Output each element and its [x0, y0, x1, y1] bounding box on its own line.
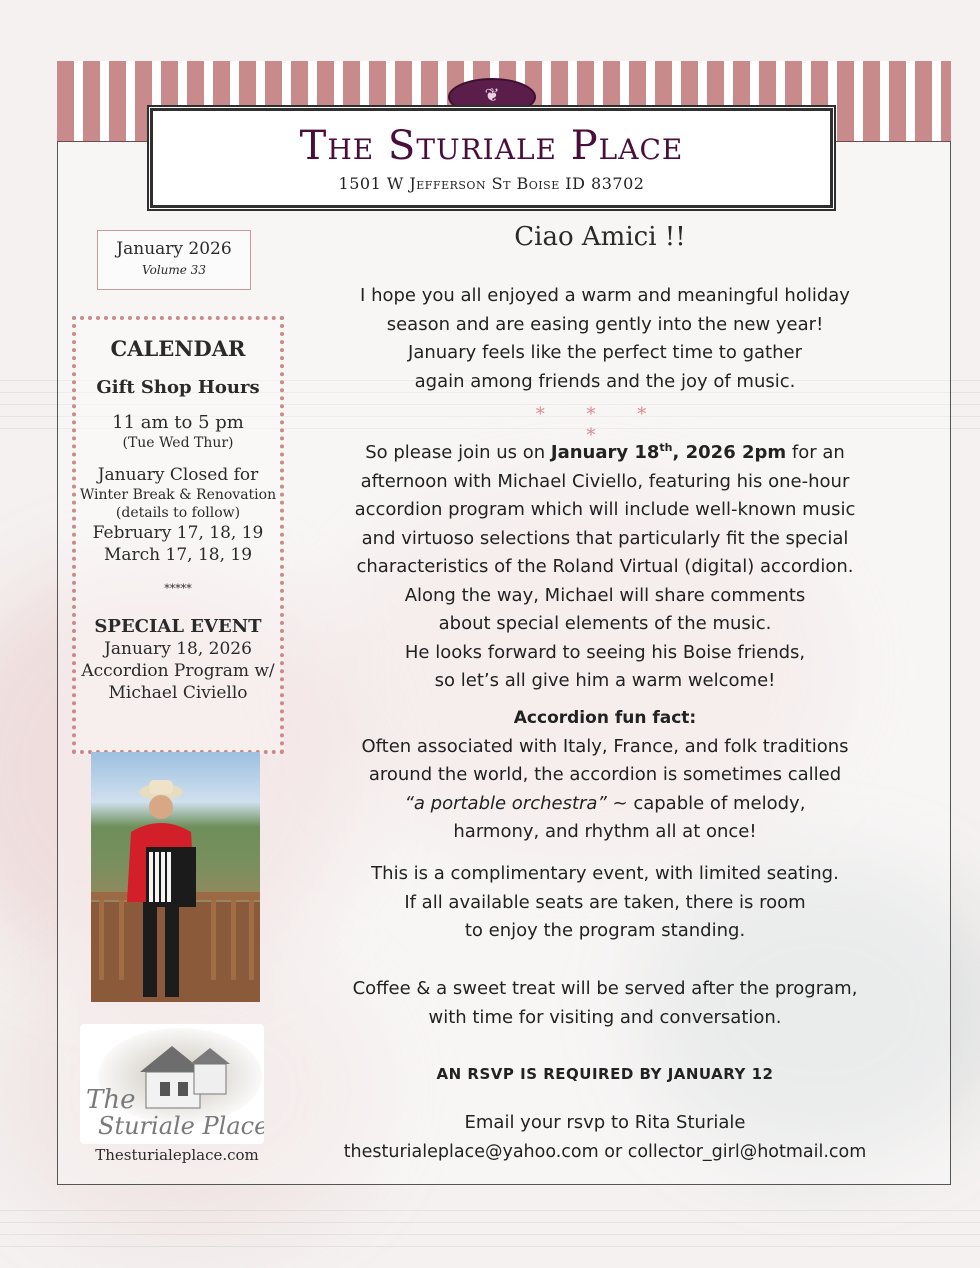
fun-fact-line: harmony, and rhythm all at once!: [453, 821, 757, 842]
sturiale-place-logo: [80, 1024, 264, 1144]
invite-line: about special elements of the music.: [438, 613, 772, 634]
swirl-icon: ❦: [484, 85, 500, 106]
invite-pre: So please join us on: [365, 442, 551, 463]
invite-line: afternoon with Michael Civiello, featuring his one-hour: [360, 470, 850, 492]
seating-line: This is a complimentary event, with limited seating.: [371, 863, 839, 884]
event-date-sup: th: [659, 441, 673, 454]
logo-text-name: Sturiale Place: [98, 1112, 264, 1140]
address: 1501 W Jefferson St Boise ID 83702: [338, 174, 645, 193]
issue-month: January 2026: [116, 239, 232, 259]
greeting: Ciao Amici !!: [514, 222, 686, 252]
intro-paragraph: [290, 282, 920, 396]
header-box: [150, 108, 833, 208]
event-date: January 18, 2026: [104, 639, 252, 659]
event-date-b: , 2026 2pm: [672, 442, 787, 463]
coffee-line: Coffee & a sweet treat will be served after the program,: [352, 978, 858, 999]
invite-first-line: [290, 434, 920, 468]
invite-line: and virtuoso selections that particularly fit the special: [361, 527, 849, 549]
fun-fact-line: around the world, the accordion is sometimes called: [368, 764, 842, 785]
event-line-2: Michael Civiello: [108, 683, 248, 703]
gift-shop-hours: 11 am to 5 pm: [112, 412, 244, 433]
invitation-paragraph: [290, 434, 920, 696]
intro-line: season and are easing gently into the new year!: [386, 313, 824, 335]
issue-volume: Volume 33: [142, 263, 206, 277]
email-instruction: Email your rsvp to Rita Sturiale: [464, 1112, 746, 1133]
coffee-line: with time for visiting and conversation.: [428, 1006, 782, 1028]
rsvp-contact: [290, 1109, 920, 1166]
calendar-box: [72, 316, 284, 754]
invite-line: so let’s all give him a warm welcome!: [434, 670, 776, 691]
invite-line: He looks forward to seeing his Boise friends,: [404, 641, 806, 663]
event-line-1: Accordion Program w/: [81, 661, 275, 681]
gift-shop-days: (Tue Wed Thur): [122, 435, 234, 451]
closed-line: January Closed for: [97, 465, 259, 485]
event-date-a: January 18: [550, 442, 660, 463]
intro-line: again among friends and the joy of music.: [414, 370, 796, 392]
seating-line: If all available seats are taken, there is room: [404, 891, 806, 913]
gift-shop-title: Gift Shop Hours: [96, 377, 260, 398]
closed-note: (details to follow): [115, 505, 241, 521]
seating-line: to enjoy the program standing.: [464, 920, 746, 941]
calendar-heading: CALENDAR: [110, 336, 246, 361]
star-divider: * * * *: [535, 404, 665, 446]
event-title: SPECIAL EVENT: [94, 616, 262, 637]
invite-line: Along the way, Michael will share comments: [404, 584, 806, 606]
calendar-divider: *****: [164, 582, 192, 595]
accordion-player-illustration: [91, 752, 260, 1002]
seating-paragraph: [290, 860, 920, 946]
house-logo-illustration: [80, 1024, 264, 1144]
performer-photo: [91, 752, 260, 1002]
dates-february: February 17, 18, 19: [92, 523, 264, 543]
intro-line: January feels like the perfect time to gather: [408, 342, 802, 363]
rsvp-deadline: AN RSVP IS REQUIRED BY JANUARY 12: [436, 1065, 774, 1083]
fun-fact-line: [290, 790, 920, 819]
fun-fact: [290, 704, 920, 847]
invite-line: accordion program which will include well-known music: [354, 499, 856, 520]
issue-box: [97, 230, 251, 290]
dates-march: March 17, 18, 19: [103, 545, 253, 565]
fun-fact-line: Often associated with Italy, France, and folk traditions: [361, 735, 849, 757]
fun-fact-title: Accordion fun fact:: [513, 708, 697, 728]
fun-fact-rest: ~ capable of melody,: [606, 792, 806, 814]
email-addresses[interactable]: thesturialeplace@yahoo.com or collector_girl@hotmail.com: [343, 1141, 867, 1162]
fun-fact-quote: “a portable orchestra”: [404, 792, 607, 814]
closed-reason: Winter Break & Renovation: [79, 487, 277, 503]
intro-line: I hope you all enjoyed a warm and meaningful holiday: [360, 285, 850, 306]
logo-text-the: The: [86, 1085, 136, 1115]
coffee-paragraph: [290, 975, 920, 1032]
invite-line: characteristics of the Roland Virtual (digital) accordion.: [356, 556, 854, 577]
invite-post: for an: [786, 442, 845, 463]
newsletter-title: The Sturiale Place: [299, 123, 684, 169]
website-link[interactable]: Thesturialeplace.com: [95, 1146, 259, 1164]
